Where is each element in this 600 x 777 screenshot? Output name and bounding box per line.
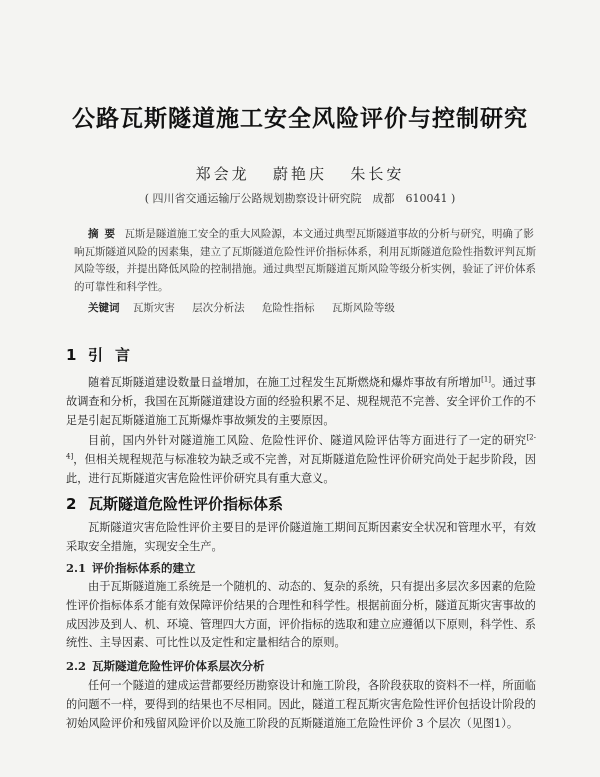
affiliation: ( 四川省交通运输厅公路规划勘察设计研究院 成都 610041 ) xyxy=(144,192,456,205)
subsection-heading xyxy=(66,560,196,576)
paragraph xyxy=(66,432,536,488)
keyword: 瓦斯风险等级 xyxy=(331,302,395,314)
section-title: 瓦斯隧道危险性评价指标体系 xyxy=(88,495,284,513)
paragraph xyxy=(66,374,536,430)
citation: [1] xyxy=(481,375,492,384)
keyword: 瓦斯灾害 xyxy=(132,302,175,314)
keywords xyxy=(88,300,538,315)
subsection-heading xyxy=(66,658,265,674)
author-list xyxy=(0,163,600,184)
paragraph: 瓦斯隧道灾害危险性评价主要目的是评价隧道施工期间瓦斯因素安全状况和管理水平，有效采取安全措施，实现安全生产。 xyxy=(66,521,536,553)
keywords-label: 关键词 xyxy=(88,302,120,314)
subsection-title: 瓦斯隧道危险性评价体系层次分析 xyxy=(92,659,265,673)
abstract-label: 摘要 xyxy=(88,228,121,240)
paragraph-text: 随着瓦斯隧道建设数量日益增加，在施工过程发生瓦斯燃烧和爆炸事故有所增加 xyxy=(88,376,482,389)
section-title: 引言 xyxy=(88,346,143,364)
author-name: 朱长安 xyxy=(350,165,405,183)
section-number: 1 xyxy=(66,346,77,364)
abstract-text: 瓦斯是隧道施工安全的重大风险源，本文通过典型瓦斯隧道事故的分析与研究，明确了影响瓦斯隧道风险的因素集，建立了瓦斯隧道危险性评价指标体系，利用瓦斯隧道危险性指数评判瓦斯风险等级，并提出降低风险的控制措施。通过典型瓦斯隧道瓦斯风险等级分析实例，验证了评价体系的可靠性和科学性。 xyxy=(74,228,536,293)
paragraph: 任何一个隧道的建成运营都要经历勘察设计和施工阶段，各阶段获取的资料不一样，所面临的问题不一样，要得到的结果也不尽相同。因此，隧道工程瓦斯灾害危险性评价包括设计阶段的初始风险评价和残留风险评价以及施工阶段的瓦斯隧道施工危险性评价 3 个层次（见图1）。 xyxy=(66,679,536,730)
keyword: 危险性指标 xyxy=(262,302,315,314)
subsection-number: 2.1 xyxy=(66,561,87,575)
paper-title: 公路瓦斯隧道施工安全风险评价与控制研究 xyxy=(72,106,528,132)
citation: [2-4] xyxy=(66,433,536,461)
section-heading xyxy=(66,493,283,514)
author-name: 蔚艳庆 xyxy=(272,165,327,183)
abstract xyxy=(74,226,536,296)
paragraph: 由于瓦斯隧道施工系统是一个随机的、动态的、复杂的系统，只有提出多层次多因素的危险性评价指标体系才能有效保障评价结果的合理性和科学性。根据前面分析，隧道瓦斯灾害事故的成因涉及到人、机、环境、管理四大方面，评价指标的选取和建立应遵循以下原则，科学性、系统性、主导因素、可比性以及定性和定量相结合的原则。 xyxy=(66,580,536,650)
subsection-number: 2.2 xyxy=(66,659,87,673)
subsection-title: 评价指标体系的建立 xyxy=(92,561,196,575)
section-number: 2 xyxy=(66,495,77,513)
paragraph-text: 目前，国内外针对隧道施工风险、危险性评价、隧道风险评估等方面进行了一定的研究 xyxy=(88,434,527,447)
keyword: 层次分析法 xyxy=(192,302,245,314)
section-heading xyxy=(66,344,142,365)
author-name: 郑会龙 xyxy=(195,165,250,183)
paragraph-text: ，但相关规程规范与标准较为缺乏或不完善，对瓦斯隧道危险性评价研究尚处于起步阶段，因此，进行瓦斯隧道灾害危险性评价研究具有重大意义。 xyxy=(66,452,536,485)
paragraph-text: 。通过事故调查和分析，我国在瓦斯隧道建设方面的经验积累不足、规程规范不完善、安全评价工作的不足是引起瓦斯隧道施工瓦斯爆炸事故频发的主要原因。 xyxy=(66,376,536,427)
